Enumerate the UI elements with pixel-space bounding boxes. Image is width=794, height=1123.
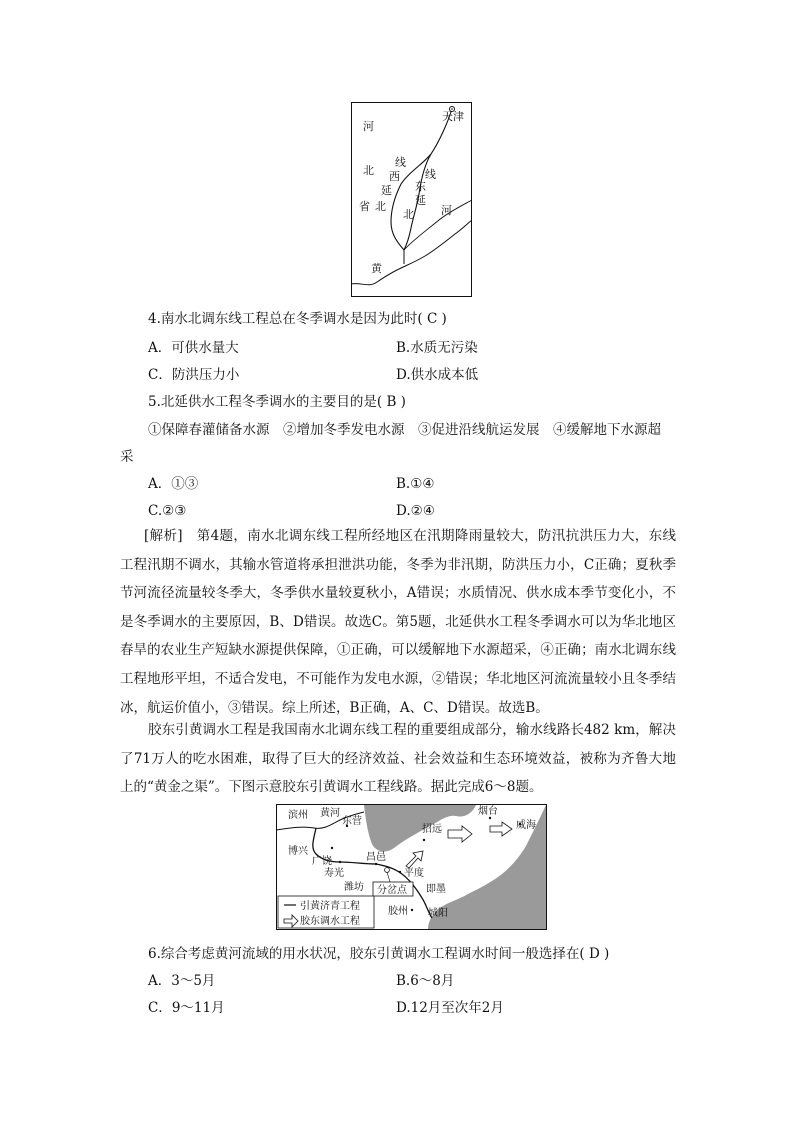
map1-label-bei2: 北	[375, 200, 386, 213]
map1-label-xian2: 线	[425, 168, 436, 181]
map1-label-bei3: 北	[403, 208, 414, 221]
label-pingdu: 平度	[404, 868, 424, 879]
label-huanghe: 黄河	[320, 808, 340, 819]
label-changyi: 昌邑	[366, 852, 386, 863]
q5-options-line2: 采	[120, 449, 134, 465]
label-weifang: 潍坊	[344, 882, 364, 893]
map1-label-he2: 河	[441, 204, 452, 217]
label-dongying: 东营	[342, 816, 362, 827]
q5-option-b: B.①④	[396, 476, 435, 492]
q6-stem: 6.综合考虑黄河流域的用水状况，胶东引黄调水工程调水时间一般选择在( D )	[148, 946, 610, 962]
label-zhaoyuan: 招远	[422, 824, 442, 835]
map1-label-yan2: 延	[415, 194, 426, 207]
q6-option-b: B.6～8月	[396, 973, 455, 989]
label-binzhou: 滨州	[288, 810, 308, 821]
legend-line1: 引黄济青工程	[300, 901, 360, 912]
label-chengyang: 城阳	[428, 908, 448, 919]
legend-line2: 胶东调水工程	[300, 916, 360, 927]
map1-label-sheng: 省	[359, 200, 370, 213]
map1-label-yan1: 延	[381, 184, 392, 197]
q6-option-d: D.12月至次年2月	[396, 1000, 504, 1016]
q6-option-a: A．3～5月	[148, 973, 216, 989]
q4-stem: 4.南水北调东线工程总在冬季调水是因为此时( C )	[148, 311, 447, 327]
label-yantai: 烟台	[478, 806, 498, 817]
map1-label-xi: 西	[389, 170, 400, 183]
map1-label-huang: 黄	[371, 262, 382, 275]
label-weihai: 威海	[516, 820, 536, 831]
label-guangrao: 广饶	[312, 856, 332, 867]
q4-option-b: B.水质无污染	[396, 340, 478, 356]
map1-label-bei1: 北	[363, 164, 374, 177]
map1-label-dong: 东	[415, 180, 426, 193]
q4-option-a: A．可供水量大	[148, 340, 239, 356]
label-fenchadian: 分岔点	[377, 885, 407, 896]
q5-options-line1: ①保障春灌储备水源 ②增加冬季发电水源 ③促进沿线航运发展 ④缓解地下水源超	[148, 422, 661, 438]
label-boxing: 博兴	[288, 846, 308, 857]
map-jiaodong-water-diversion	[276, 804, 547, 930]
q5-option-a: A．①③	[148, 476, 199, 492]
q4-option-d: D.供水成本低	[396, 367, 479, 383]
q6-option-c: C．9～11月	[148, 1000, 225, 1016]
label-shouguang: 寿光	[324, 868, 344, 879]
label-jiaozhou: 胶州	[388, 906, 408, 917]
map1-label-xian1: 线	[395, 156, 406, 169]
q5-option-d: D.②④	[396, 503, 435, 519]
analysis-paragraph: [解析] 第4题，南水北调东线工程所经地区在汛期降雨量较大，防汛抗洪压力大，东线工程汛期不调水，其输水管道将承担泄洪功能，冬季为非汛期，防洪压力小，C正确；夏秋季节河流径流量较冬季大，冬季供水量较夏秋小，A错误；水质情况、供水成本季节变化小，不是冬季调水的主要原因，B、D错误。故选C。第5题，北延供水工程冬季调水可以为华北地区春旱的农业生产短缺水源提供保障，①正确，可以缓解地下水源超采，④正确；南水北调东线工程地形平坦，不适合发电，不可能作为发电水源，②错误；华北地区河流流量较小且冬季结冰，航运价值小，③错误。综上所述，B正确，A、C、D错误。故选B。	[120, 528, 676, 716]
q5-option-c: C.②③	[148, 503, 187, 519]
map1-label-he1: 河	[363, 120, 374, 133]
map1-label-tianjin: 天津	[442, 110, 464, 123]
q4-option-c: C．防洪压力小	[148, 367, 240, 383]
map-south-north-water-east-route	[351, 102, 472, 297]
q5-stem: 5.北延供水工程冬季调水的主要目的是( B )	[148, 394, 406, 410]
intro-paragraph: 胶东引黄调水工程是我国南水北调东线工程的重要组成部分，输水线路长482 km，解决了71万人的吃水困难，取得了巨大的经济效益、社会效益和生态环境效益，被称为齐鲁大地上的“黄金之渠”。下图示意胶东引黄调水工程线路。据此完成6～8题。	[120, 722, 676, 796]
label-jimo: 即墨	[426, 884, 446, 895]
